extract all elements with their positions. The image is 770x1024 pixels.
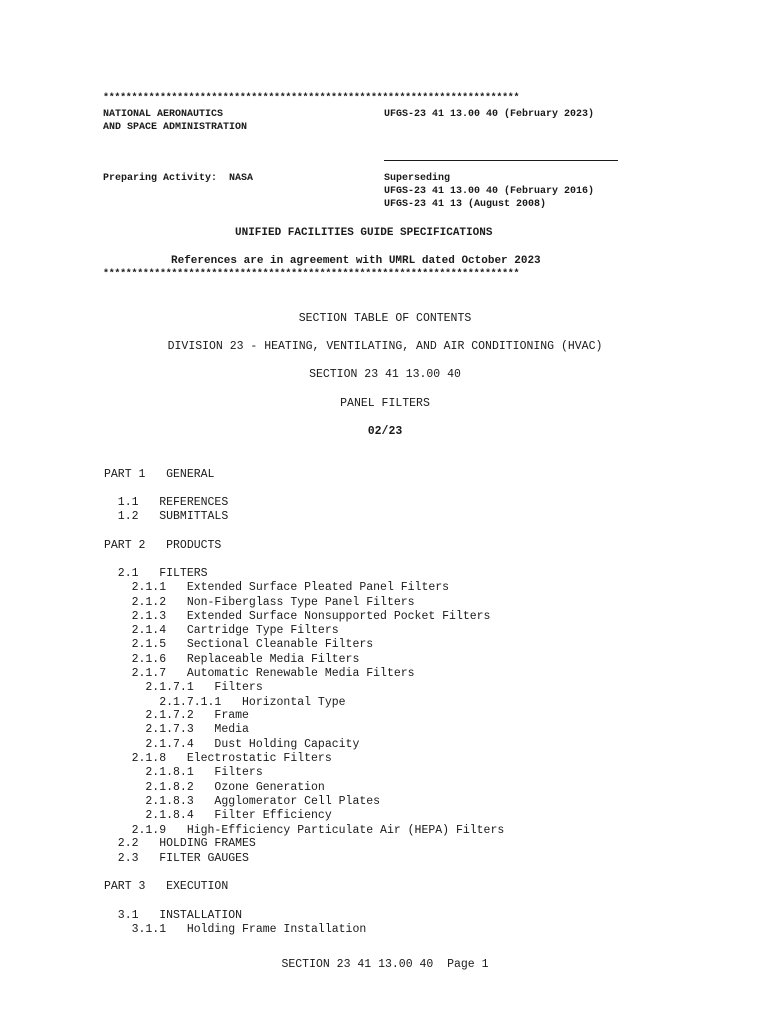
superseding-label: Superseding (384, 173, 451, 184)
agency-name-line2: AND SPACE ADMINISTRATION (103, 122, 248, 133)
toc-entry: 2.1.7.2 Frame (104, 709, 249, 722)
toc-entry: 2.1.7 Automatic Renewable Media Filters (104, 667, 415, 680)
toc-entry: 3.1.1 Holding Frame Installation (104, 923, 367, 936)
toc-entry: 2.1.8 Electrostatic Filters (104, 752, 332, 765)
preparing-activity: Preparing Activity: NASA (103, 173, 254, 184)
separator-stars-bottom: ************************************************************************* (103, 269, 520, 280)
ufgs-current-version: UFGS-23 41 13.00 40 (February 2023) (384, 109, 595, 120)
page-footer: SECTION 23 41 13.00 40 Page 1 (281, 958, 489, 971)
toc-entry: 1.1 REFERENCES (104, 496, 229, 509)
toc-entry: 2.1.5 Sectional Cleanable Filters (104, 638, 374, 651)
toc-entry: 2.1.4 Cartridge Type Filters (104, 624, 339, 637)
toc-entry: 2.1.7.1.1 Horizontal Type (104, 696, 346, 709)
toc-entry: 2.1.7.1 Filters (104, 681, 263, 694)
toc-entry: 2.1.9 High-Efficiency Particulate Air (HEPA) Filters (104, 824, 505, 837)
section-date: 02/23 (367, 425, 403, 438)
division-title: DIVISION 23 - HEATING, VENTILATING, AND AIR CONDITIONING (HVAC) (167, 340, 603, 353)
section-number: SECTION 23 41 13.00 40 (309, 368, 461, 381)
toc-part-heading: PART 2 PRODUCTS (104, 539, 222, 552)
agency-name-line1: NATIONAL AERONAUTICS (103, 109, 224, 120)
toc-heading: SECTION TABLE OF CONTENTS (298, 312, 472, 325)
toc-entry: 2.1.3 Extended Surface Nonsupported Pocket Filters (104, 610, 491, 623)
toc-entry: 2.1.1 Extended Surface Pleated Panel Filters (104, 581, 450, 594)
toc-entry: 2.1.8.1 Filters (104, 766, 263, 779)
toc-entry: 2.1.8.4 Filter Efficiency (104, 809, 332, 822)
toc-entry: 2.1.2 Non-Fiberglass Type Panel Filters (104, 596, 415, 609)
toc-part-heading: PART 1 GENERAL (104, 468, 215, 481)
section-name: PANEL FILTERS (340, 397, 430, 410)
ufgs-title: UNIFIED FACILITIES GUIDE SPECIFICATIONS (235, 227, 493, 239)
umrl-note: References are in agreement with UMRL dated October 2023 (171, 255, 541, 267)
toc-entry: 2.1.7.4 Dust Holding Capacity (104, 738, 360, 751)
separator-stars-top: ************************************************************************* (103, 93, 520, 104)
superseded-version-2: UFGS-23 41 13 (August 2008) (384, 199, 547, 210)
signature-rule (384, 160, 618, 161)
toc-part-heading: PART 3 EXECUTION (104, 880, 229, 893)
toc-entry: 3.1 INSTALLATION (104, 909, 243, 922)
toc-entry: 2.1.8.2 Ozone Generation (104, 781, 325, 794)
toc-entry: 2.1 FILTERS (104, 567, 208, 580)
toc-entry: 2.1.8.3 Agglomerator Cell Plates (104, 795, 381, 808)
toc-entry: 2.2 HOLDING FRAMES (104, 837, 256, 850)
superseded-version-1: UFGS-23 41 13.00 40 (February 2016) (384, 186, 595, 197)
toc-entry: 2.1.7.3 Media (104, 723, 249, 736)
toc-entry: 2.3 FILTER GAUGES (104, 852, 249, 865)
toc-entry: 1.2 SUBMITTALS (104, 510, 229, 523)
toc-entry: 2.1.6 Replaceable Media Filters (104, 653, 360, 666)
